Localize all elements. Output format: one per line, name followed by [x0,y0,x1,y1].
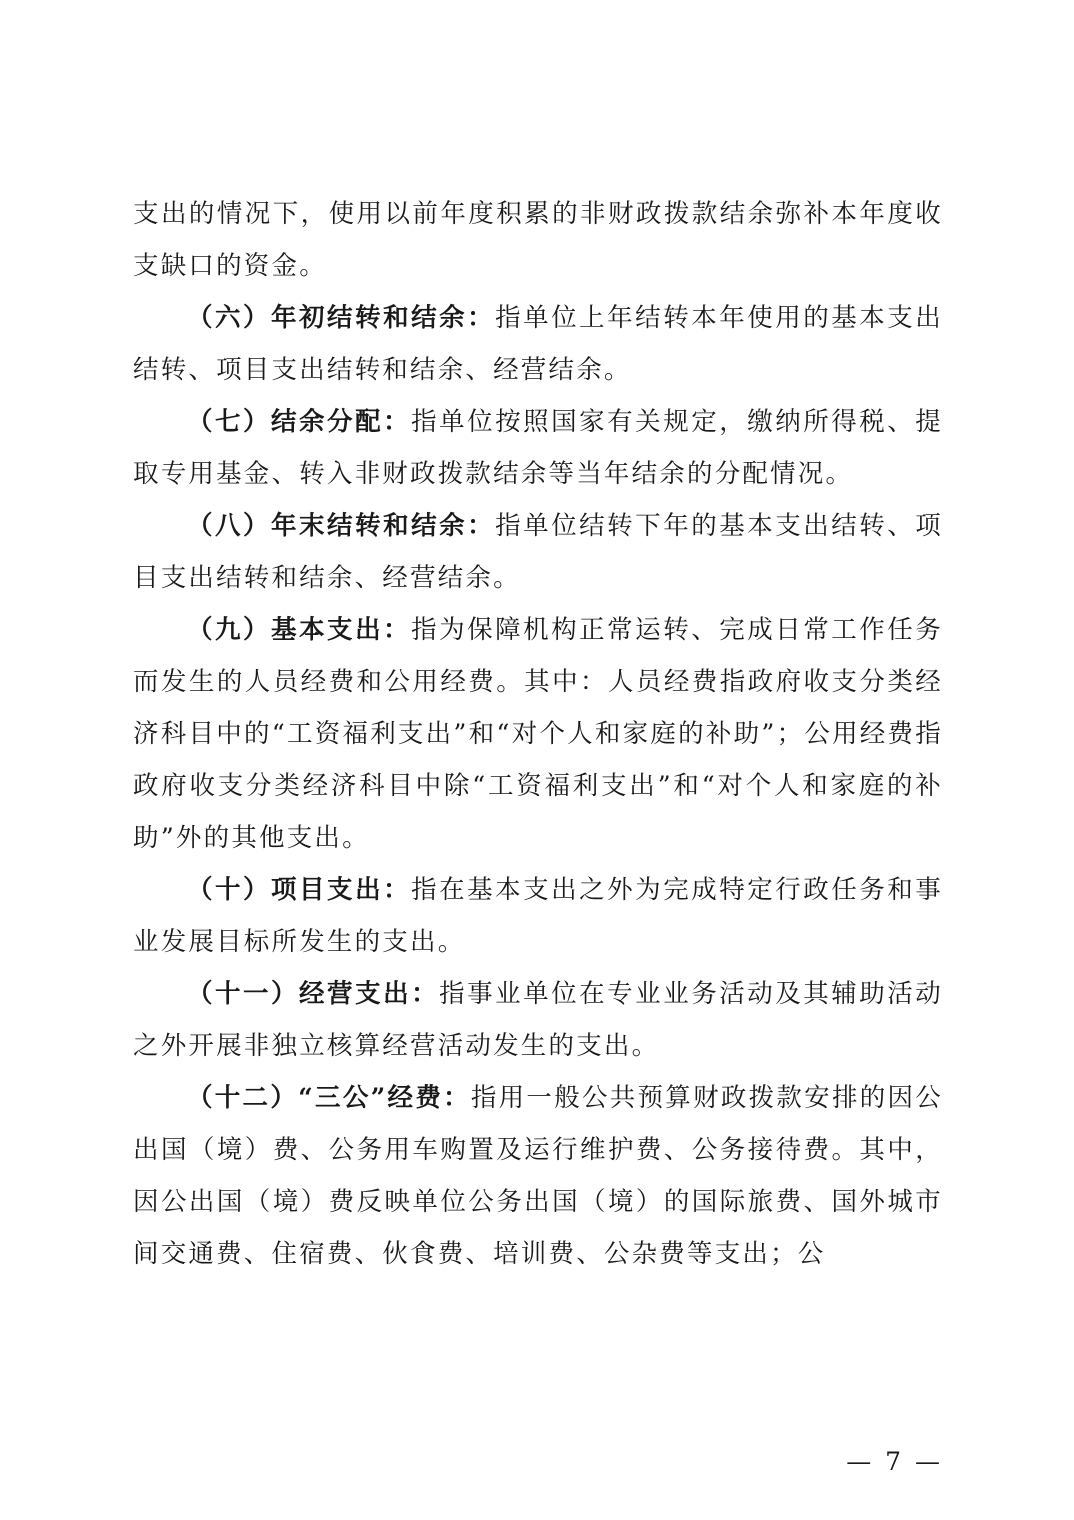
paragraph-item-11 [133,968,943,1072]
paragraph-heading: （十一）经营支出： [187,979,440,1009]
paragraph-item-12 [133,1072,943,1280]
document-body [133,188,943,1280]
paragraph-item-9 [133,604,943,864]
paragraph-heading: （九）基本支出： [187,615,412,645]
page-number: — 7 — [846,1447,943,1476]
paragraph-text: 支出的情况下，使用以前年度积累的非财政拨款结余弥补本年度收支缺口的资金。 [133,199,943,281]
paragraph-heading: （十）项目支出： [187,875,412,905]
paragraph-item-8 [133,500,943,604]
paragraph-text: 指单位上年结转本年使用的基本支出结转、项目支出结转和结余、经营结余。 [133,303,943,385]
paragraph-text: 指为保障机构正常运转、完成日常工作任务而发生的人员经费和公用经费。其中：人员经费指政府收支分类经济科目中的“工资福利支出”和“对个人和家庭的补助”；公用经费指政府收支分类经济科目中除“工资福利支出”和“对个人和家庭的补助”外的其他支出。 [133,615,943,853]
paragraph-heading: （六）年初结转和结余： [187,303,496,333]
paragraph-text: 指单位结转下年的基本支出结转、项目支出结转和结余、经营结余。 [133,511,943,593]
paragraph-heading: （八）年末结转和结余： [187,511,496,541]
paragraph-item-7 [133,396,943,500]
paragraph-heading: （七）结余分配： [187,407,412,437]
paragraph-continuation [133,188,943,292]
paragraph-text: 指事业单位在专业业务活动及其辅助活动之外开展非独立核算经营活动发生的支出。 [133,979,943,1061]
paragraph-item-6 [133,292,943,396]
paragraph-text: 指在基本支出之外为完成特定行政任务和事业发展目标所发生的支出。 [133,875,943,957]
paragraph-heading: （十二）“三公”经费： [187,1083,471,1113]
paragraph-text: 指单位按照国家有关规定，缴纳所得税、提取专用基金、转入非财政拨款结余等当年结余的分配情况。 [133,407,943,489]
paragraph-text: 指用一般公共预算财政拨款安排的因公出国（境）费、公务用车购置及运行维护费、公务接待费。其中，因公出国（境）费反映单位公务出国（境）的国际旅费、国外城市间交通费、住宿费、伙食费、培训费、公杂费等支出；公 [133,1083,943,1269]
paragraph-item-10 [133,864,943,968]
